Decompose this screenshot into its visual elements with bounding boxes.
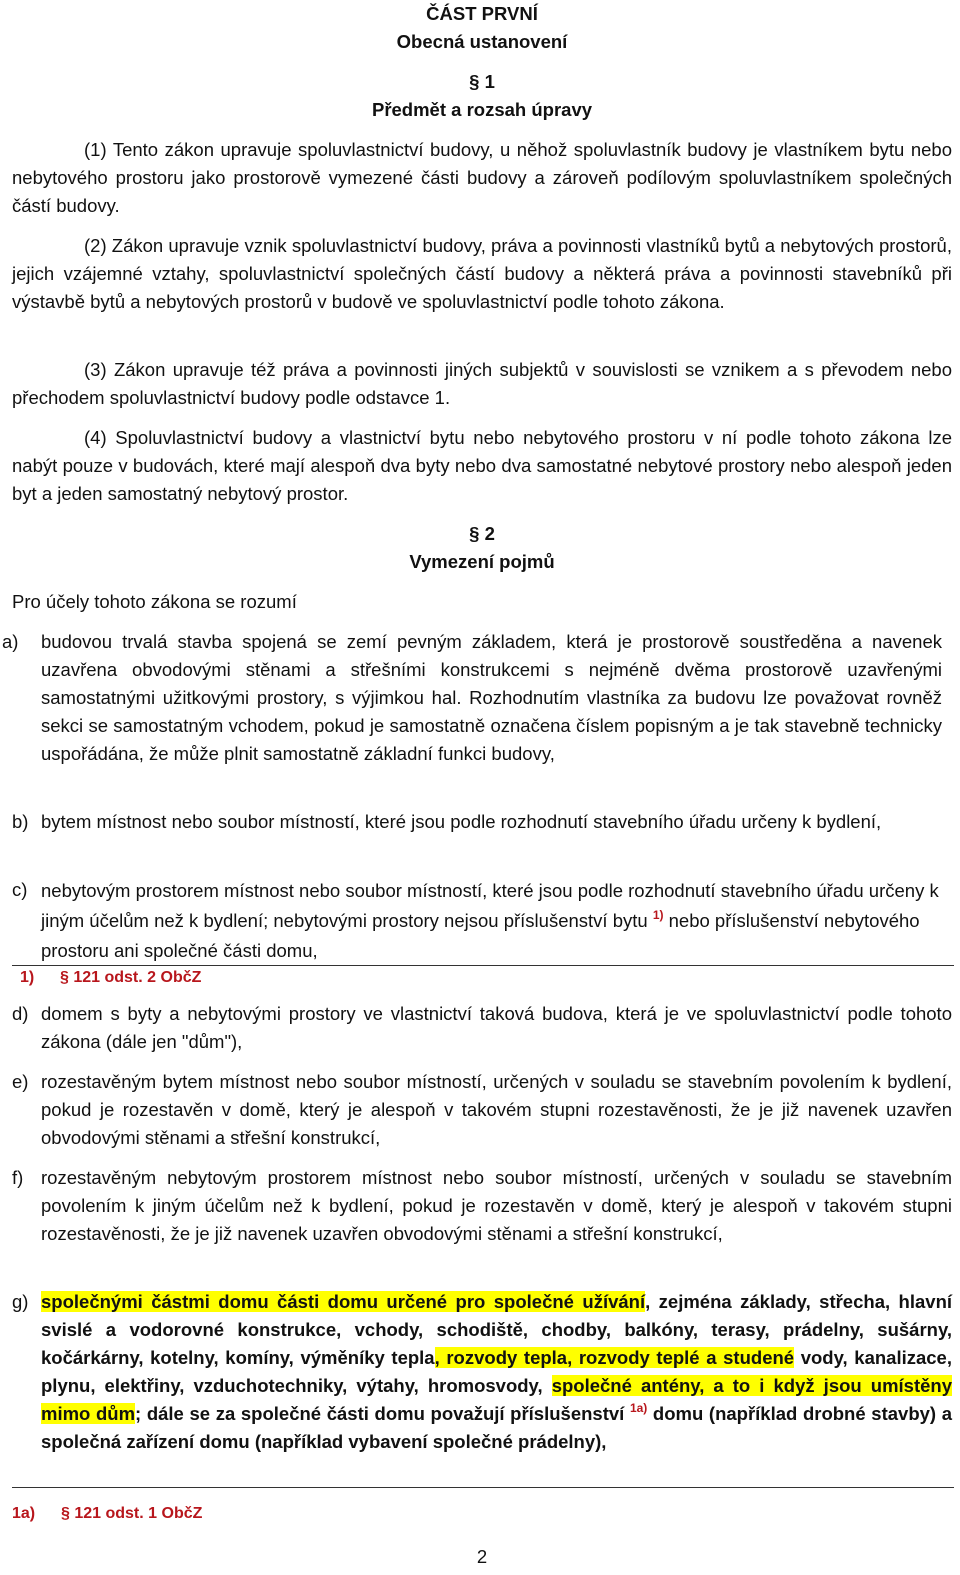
- definition-item-g: [12, 1288, 952, 1456]
- item-text-after: nebo příslušenství nebytového prostoru ani společné části domu,: [41, 910, 920, 961]
- footnote-ref-1[interactable]: 1): [652, 908, 664, 922]
- item-label: c): [12, 879, 28, 900]
- item-label: b): [12, 811, 29, 832]
- definitions-intro: Pro účely tohoto zákona se rozumí: [12, 591, 297, 612]
- footnote-number: 1): [20, 969, 35, 986]
- item-text: rozestavěným nebytovým prostorem místnost nebo soubor místností, určených v souladu se stavebním povolením k jiným účelům než k bydlení, pokud je rozestavěn v domě, který je alespoň v takovém stupni rozestavěnosti, že je již navenek uzavřen obvodovými stěnami a střešní konstrukcí,: [41, 1167, 952, 1244]
- paragraph-3: (3) Zákon upravuje též práva a povinnosti jiných subjektů v souvislosti se vznikem a s převodem nebo přechodem spoluvlastnictví budovy podle odstavce 1.: [12, 359, 952, 408]
- footnote-divider: [12, 1487, 954, 1488]
- highlighted-text: společnými částmi domu části domu určené pro společné užívání: [41, 1291, 646, 1312]
- footnote-1: [20, 964, 201, 992]
- definition-item-f: [12, 1164, 952, 1248]
- item-text-part: , zejména základy, střecha, hlavní svislé a vodorovné konstrukce, vchody, schodiště, chodby, balkóny, terasy, prádelny, sušárny, kočárkárny, kotelny, komíny, výměníky tepla: [41, 1291, 953, 1368]
- item-label: f): [12, 1167, 24, 1188]
- definition-item-d: [12, 1000, 952, 1056]
- part-title: ČÁST PRVNÍ: [426, 3, 538, 24]
- item-text: domem s byty a nebytovými prostory ve vlastnictví taková budova, která je ve spoluvlastnictví podle tohoto zákona (dále jen "dům"),: [41, 1003, 952, 1052]
- item-text: [41, 876, 952, 966]
- item-text: rozestavěným bytem místnost nebo soubor místností, určených v souladu se stavebním povolením k bydlení, pokud je rozestavěn v domě, který je alespoň v takovém stupni rozestavěnosti, že je již navenek uzavřen obvodovými stěnami a střešní konstrukcí,: [41, 1071, 952, 1148]
- section-2-title: Vymezení pojmů: [409, 551, 555, 572]
- definition-item-b: [12, 808, 952, 836]
- item-text: [41, 1288, 952, 1456]
- footnote-divider: [12, 965, 954, 966]
- footnote-1a: [12, 1500, 202, 1528]
- item-text-before: nebytovým prostorem místnost nebo soubor místností, které jsou podle rozhodnutí stavebního úřadu určeny k jiným účelům než k bydlení; nebytovými prostory nejsou příslušenství bytu: [41, 880, 939, 931]
- item-text: bytem místnost nebo soubor místností, které jsou podle rozhodnutí stavebního úřadu určeny k bydlení,: [41, 811, 882, 832]
- highlighted-text: společné antény, a to i když jsou umístěny mimo dům: [41, 1375, 952, 1424]
- section-2-number: § 2: [469, 523, 495, 544]
- part-subtitle: Obecná ustanovení: [396, 31, 568, 52]
- page-number: 2: [476, 1546, 488, 1567]
- paragraph-2: (2) Zákon upravuje vznik spoluvlastnictví budovy, práva a povinnosti vlastníků bytů a nebytových prostorů, jejich vzájemné vztahy, spoluvlastnictví společných částí budovy a některá práva a povinnosti stavebníků při výstavbě bytů a nebytových prostorů v budově ve spoluvlastnictví podle tohoto zákona.: [12, 235, 952, 312]
- item-label: a): [2, 631, 19, 652]
- item-text-part: ; dále se za společné části domu považují příslušenství: [135, 1403, 625, 1424]
- item-label: g): [12, 1291, 29, 1312]
- highlighted-text: , rozvody tepla, rozvody teplé a studené: [434, 1347, 795, 1368]
- paragraph-1: (1) Tento zákon upravuje spoluvlastnictví budovy, u něhož spoluvlastník budovy je vlastníkem bytu nebo nebytového prostoru jako prostorově vymezené části budovy a zároveň podílovým spoluvlastníkem společných částí budovy.: [12, 139, 952, 216]
- section-1-number: § 1: [469, 71, 495, 92]
- section-1-title: Předmět a rozsah úpravy: [371, 99, 593, 120]
- item-text-part: vody, kanalizace, plynu, elektřiny, vzduchotechniky, výtahy, hromosvody,: [41, 1347, 952, 1396]
- footnote-ref-1a[interactable]: 1a): [629, 1401, 648, 1415]
- item-label: d): [12, 1003, 29, 1024]
- definition-item-a: [2, 628, 942, 768]
- definition-item-c: [12, 876, 952, 966]
- paragraph-4: (4) Spoluvlastnictví budovy a vlastnictví bytu nebo nebytového prostoru v ní podle tohoto zákona lze nabýt pouze v budovách, které mají alespoň dva byty nebo dva samostatné nebytové prostory nebo alespoň jeden byt a jeden samostatný nebytový prostor.: [12, 427, 952, 504]
- item-text: budovou trvalá stavba spojená se zemí pevným základem, která je prostorově soustředěna a navenek uzavřena obvodovými stěnami a střešními konstrukcemi s nejméně dvěma prostorově uzavřenými samostatnými užitkovými prostory, s výjimkou hal. Rozhodnutím vlastníka za budovu lze považovat rovněž sekci se samostatným vchodem, pokud je samostatně označena číslem popisným a je tak stavebně technicky uspořádána, že může plnit samostatně základní funkci budovy,: [41, 631, 942, 764]
- definition-item-e: [12, 1068, 952, 1152]
- footnote-text: § 121 odst. 2 ObčZ: [60, 969, 202, 986]
- item-label: e): [12, 1071, 29, 1092]
- item-text-after: domu (například drobné stavby) a společná zařízení domu (například vybavení společné prádelny),: [41, 1403, 952, 1452]
- footnote-number: 1a): [12, 1505, 36, 1522]
- footnote-text: § 121 odst. 1 ObčZ: [61, 1505, 203, 1522]
